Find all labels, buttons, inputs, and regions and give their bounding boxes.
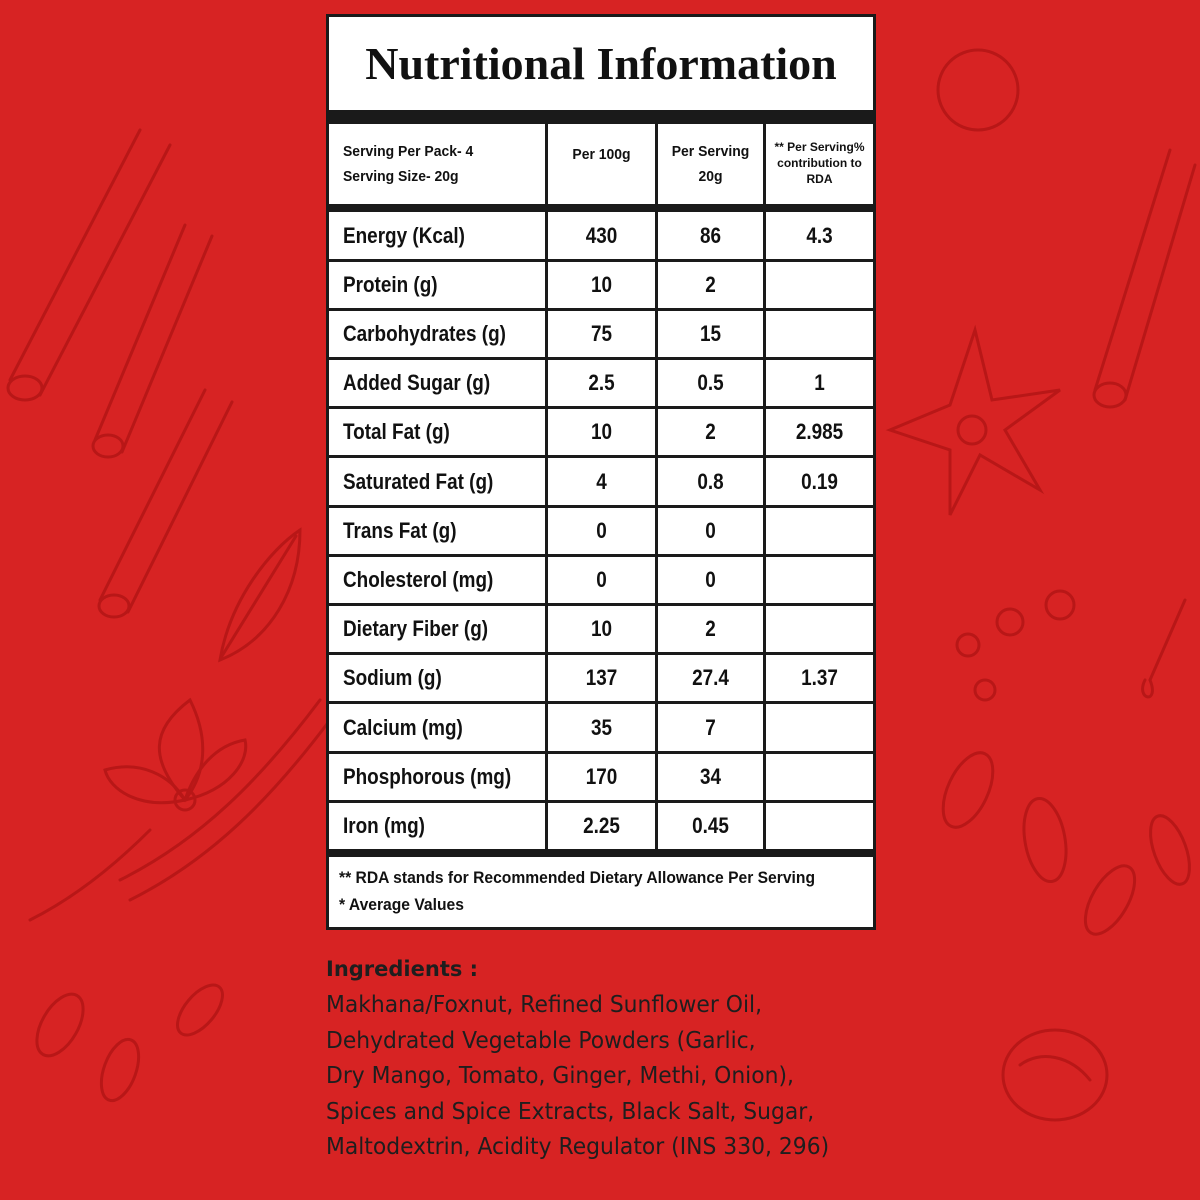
column-divider [763, 124, 766, 854]
ingredients-line: Maltodextrin, Acidity Regulator (INS 330, 296) [326, 1134, 830, 1160]
value-rda [773, 557, 865, 603]
per-serving-header [662, 139, 760, 193]
value-per-serving: 2 [705, 419, 716, 444]
value-rda [773, 606, 865, 652]
rda-header [766, 139, 873, 193]
value-rda: 1.37 [801, 665, 838, 690]
value-rda: 0.19 [801, 468, 838, 494]
nutrient-name: Calcium (mg) [343, 714, 463, 740]
value-rda: 4.3 [806, 222, 833, 248]
average-values-footnote: * Average Values [339, 895, 464, 914]
value-per-serving: 0.5 [697, 370, 724, 395]
value-rda [773, 262, 865, 308]
value-per-serving: 34 [699, 764, 722, 789]
value-rda: 1 [814, 370, 825, 395]
value-per-100g: 35 [590, 714, 613, 740]
nutmeg-icon [1003, 1030, 1107, 1120]
value-per-100g: 2.5 [588, 370, 615, 395]
nutrient-name: Added Sugar (g) [343, 370, 491, 395]
value-rda [773, 508, 865, 554]
star-anise-icon [890, 330, 1060, 515]
header-divider [329, 204, 873, 212]
value-rda [773, 754, 865, 800]
rda-label-1: ** Per Serving% [774, 140, 865, 154]
value-per-serving: 2 [705, 272, 716, 297]
nutrient-name: Dietary Fiber (g) [343, 616, 489, 641]
page-title: Nutritional Information [365, 37, 837, 89]
value-per-100g: 137 [585, 665, 618, 690]
nutrient-name: Iron (mg) [343, 813, 425, 838]
serving-size: Serving Size- 20g [343, 168, 459, 185]
cinnamon-stick-icon [8, 130, 232, 617]
rda-footnote: ** RDA stands for Recommended Dietary Allowance Per Serving [339, 868, 815, 887]
ingredients-line: Dry Mango, Tomato, Ginger, Methi, Onion), [326, 1063, 794, 1089]
value-rda [773, 704, 865, 751]
value-per-100g: 10 [590, 272, 613, 297]
rda-label-3: RDA [806, 172, 833, 186]
serving-info-header [343, 139, 529, 193]
nutrient-name: Sodium (g) [343, 665, 442, 690]
clove-icon [1143, 600, 1185, 697]
nutrient-name: Total Fat (g) [343, 419, 450, 444]
bay-leaf-icon [220, 530, 300, 660]
column-divider [545, 124, 548, 854]
peppercorn-icon [938, 50, 1074, 700]
nutrient-name: Saturated Fat (g) [343, 468, 494, 494]
nutrient-name: Trans Fat (g) [343, 518, 457, 543]
value-per-serving: 0 [705, 567, 716, 592]
per-100g-header [552, 139, 652, 169]
value-rda [773, 803, 865, 849]
value-per-100g: 2.25 [583, 813, 620, 838]
value-per-100g: 430 [585, 222, 618, 248]
column-divider [655, 124, 658, 854]
ingredients-text [326, 988, 858, 1166]
value-per-serving: 2 [705, 616, 716, 641]
ingredients-line: Spices and Spice Extracts, Black Salt, Sugar, [326, 1098, 815, 1125]
value-per-100g: 75 [590, 321, 613, 346]
value-per-serving: 15 [699, 321, 722, 346]
value-per-serving: 86 [699, 222, 722, 248]
footnotes [339, 864, 836, 918]
nutrient-name: Protein (g) [343, 272, 438, 297]
nutrition-table [329, 17, 873, 927]
per-serving-size-label: 20g [698, 168, 723, 185]
ingredients-heading: Ingredients : [326, 957, 479, 981]
value-per-serving: 0.45 [692, 813, 729, 838]
nutrition-panel [326, 14, 876, 930]
value-per-serving: 7 [705, 714, 716, 740]
value-per-100g: 0 [596, 518, 607, 543]
value-per-serving: 27.4 [692, 665, 729, 690]
rda-label-2: contribution to [777, 156, 862, 170]
nutrient-name: Energy (Kcal) [343, 222, 465, 248]
vanilla-flower-icon [30, 700, 330, 920]
value-per-100g: 10 [590, 419, 613, 444]
footer-divider [329, 849, 873, 857]
value-rda: 2.985 [795, 419, 844, 444]
value-per-100g: 0 [596, 567, 607, 592]
value-rda [773, 311, 865, 357]
value-per-100g: 170 [585, 764, 618, 789]
nutrient-name: Carbohydrates (g) [343, 321, 506, 346]
cinnamon-stick-icon [1094, 150, 1195, 407]
per-serving-label: Per Serving [671, 143, 750, 160]
ingredients-line: Dehydrated Vegetable Powders (Garlic, [326, 1027, 756, 1054]
value-per-100g: 10 [590, 616, 613, 641]
nutrient-name: Phosphorous (mg) [343, 764, 512, 789]
serving-per-pack: Serving Per Pack- 4 [343, 143, 474, 160]
value-per-serving: 0.8 [697, 468, 724, 494]
value-per-serving: 0 [705, 518, 716, 543]
value-per-100g: 4 [596, 468, 607, 494]
nutrient-name: Cholesterol (mg) [343, 567, 494, 592]
per-100g-label: Per 100g [572, 145, 631, 163]
ingredients-line: Makhana/Foxnut, Refined Sunflower Oil, [326, 992, 763, 1018]
